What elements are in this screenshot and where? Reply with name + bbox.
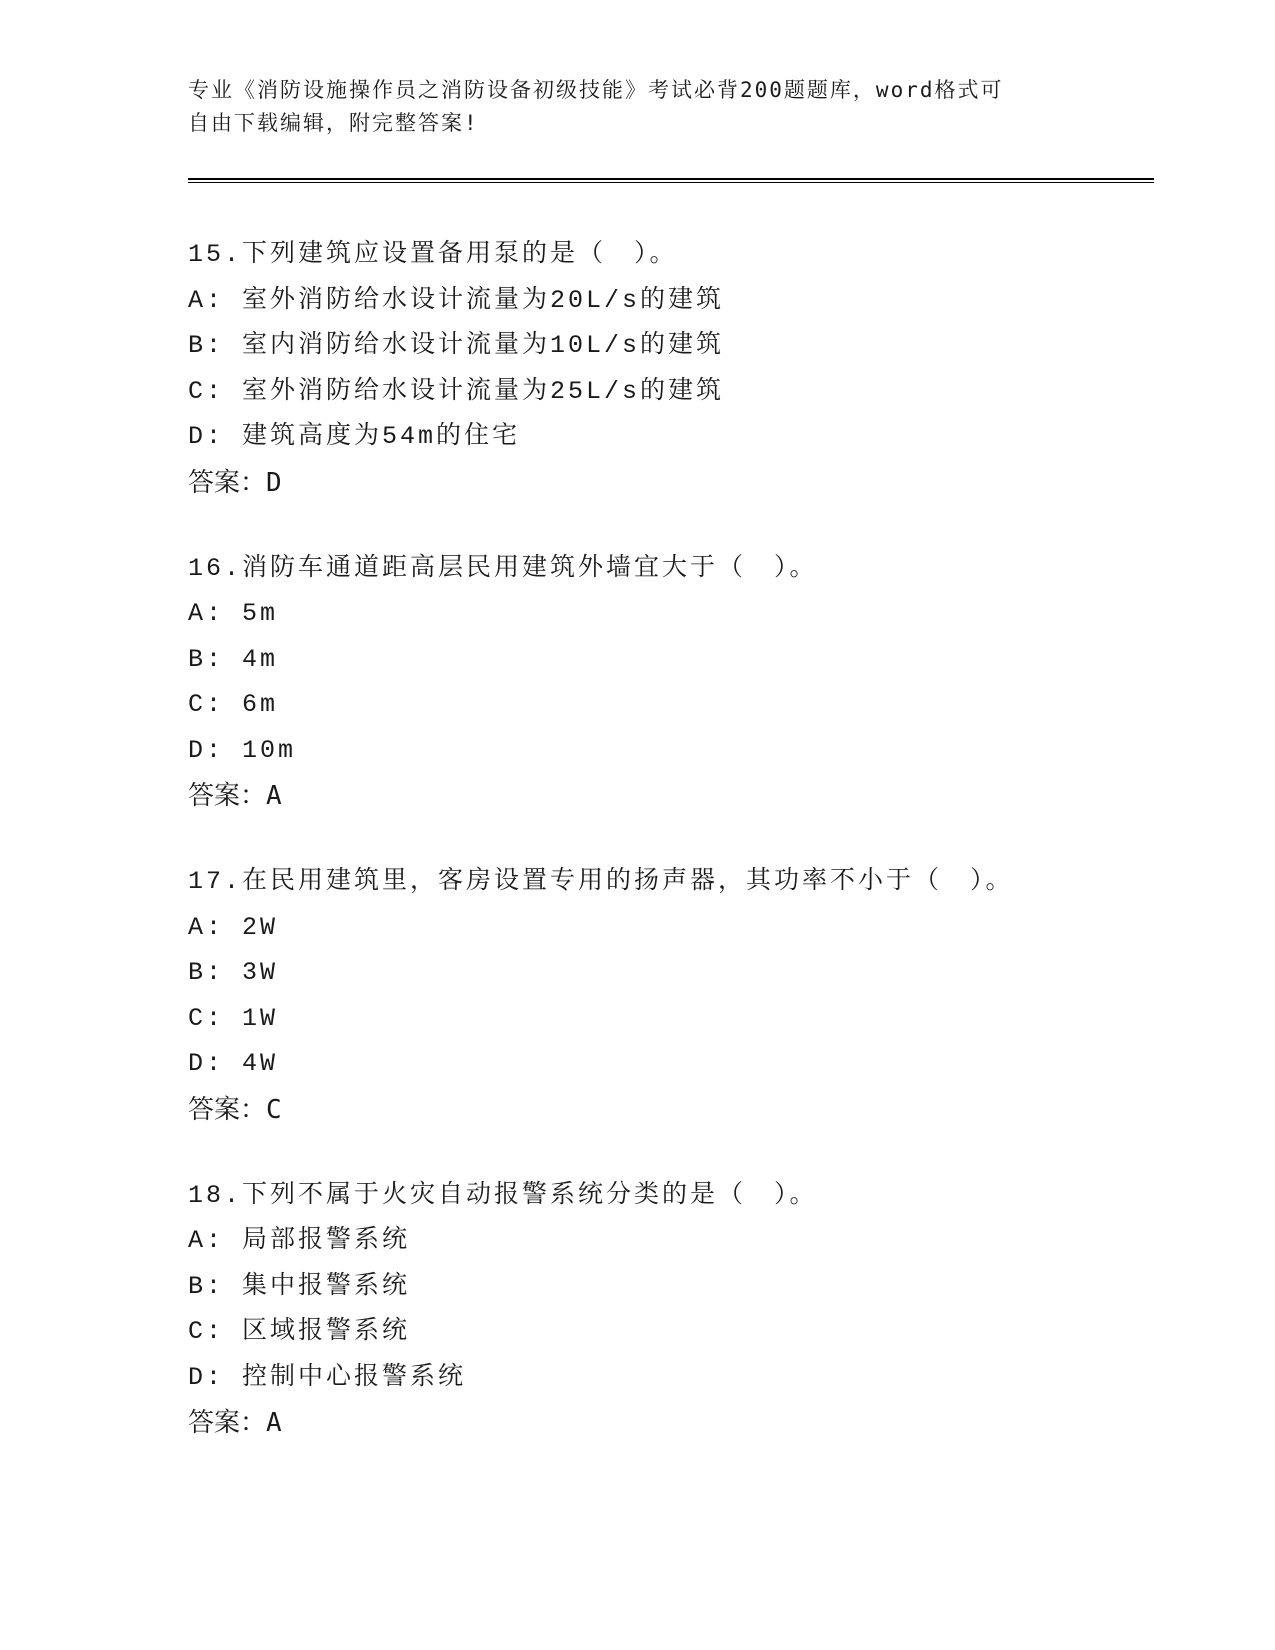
question-17 — [188, 859, 1138, 1133]
option-a: A: 2W — [188, 912, 279, 942]
question-stem: 16.消防车通道距高层民用建筑外墙宜大于（ ）。 — [188, 553, 818, 583]
option-b: B: 4m — [188, 644, 279, 674]
option-b: B: 集中报警系统 — [188, 1271, 411, 1301]
option-d: D: 4W — [188, 1049, 279, 1078]
question-16 — [188, 546, 1138, 820]
option-b: B: 室内消防给水设计流量为10L/s的建筑 — [188, 331, 725, 360]
option-c: C: 室外消防给水设计流量为25L/s的建筑 — [188, 376, 725, 406]
option-d: D: 控制中心报警系统 — [188, 1362, 467, 1392]
option-a: A: 室外消防给水设计流量为20L/s的建筑 — [188, 285, 725, 315]
document-header — [188, 74, 1088, 140]
option-c: C: 区域报警系统 — [188, 1317, 411, 1346]
option-a: A: 5m — [188, 599, 279, 628]
option-b: B: 3W — [188, 958, 279, 987]
question-18 — [188, 1173, 1138, 1447]
answer: 答案：A — [188, 1408, 282, 1438]
question-list — [188, 232, 1138, 1446]
header-line-1: 专业《消防设施操作员之消防设备初级技能》考试必背200题题库，word格式可 — [188, 78, 1004, 102]
option-c: C: 6m — [188, 690, 279, 719]
header-divider — [188, 178, 1154, 183]
answer: 答案：C — [188, 1094, 282, 1125]
question-15 — [188, 232, 1138, 506]
option-c: C: 1W — [188, 1003, 279, 1033]
header-line-2: 自由下载编辑，附完整答案! — [188, 111, 479, 135]
answer: 答案：A — [188, 781, 282, 811]
answer: 答案：D — [188, 467, 282, 498]
option-d: D: 建筑高度为54m的住宅 — [188, 422, 521, 451]
question-stem: 15.下列建筑应设置备用泵的是（ ）。 — [188, 240, 678, 269]
question-stem: 17.在民用建筑里，客房设置专用的扬声器，其功率不小于（ ）。 — [188, 867, 1014, 896]
option-d: D: 10m — [188, 735, 297, 765]
question-stem: 18.下列不属于火灾自动报警系统分类的是（ ）。 — [188, 1180, 818, 1210]
option-a: A: 局部报警系统 — [188, 1226, 411, 1255]
